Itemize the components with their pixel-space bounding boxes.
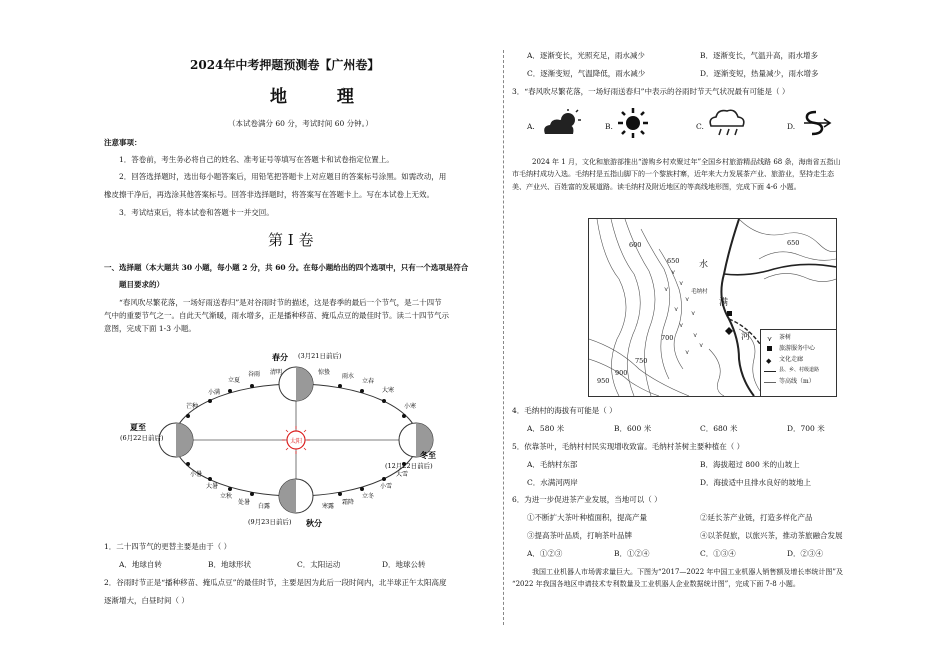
contour-line-icon (764, 382, 776, 383)
term-label: 小寒 (404, 403, 417, 410)
legend-item: 县、乡、村级道路 (779, 367, 820, 373)
q3-stem: 3．“春风吹尽繁花落，一场好雨送春归”中表示的谷雨时节天气状况最有可能是（ ） (512, 87, 790, 96)
legend-item: 文化走廊 (779, 356, 804, 363)
q6-option-c[interactable]: C．①③④ (700, 549, 736, 558)
robot-passage (512, 566, 937, 591)
section-instructions: 题目要求的） (119, 280, 164, 289)
tourist-center-icon (767, 346, 772, 351)
map-legend (760, 329, 836, 396)
svg-text:⋎: ⋎ (664, 286, 669, 293)
term-label: 清明 (270, 369, 283, 376)
contour-label: 950 (597, 377, 610, 385)
q3-option-d[interactable]: D. (787, 122, 796, 131)
q6-item: ③提高茶叶品质，打响茶叶品牌 (527, 531, 632, 540)
sun-label: 太阳 (290, 438, 303, 445)
q2-stem: 2．谷雨时节正是“播种移苗、掩瓜点豆”的最佳时节，主要是因为此后一段时间内，北半球正午太阳高度 (104, 578, 447, 587)
river-char: 满 (719, 298, 729, 308)
contour-label: 650 (787, 239, 800, 247)
road-line-icon (764, 371, 776, 372)
term-label: 白露 (258, 503, 271, 510)
river-char: 水 (699, 260, 709, 270)
q4-option-b[interactable]: B．600 米 (614, 424, 652, 433)
spring-date: (3月21日前后) (298, 352, 342, 360)
q1-option-a[interactable]: A．地球自转 (119, 560, 162, 569)
q5-option-b[interactable]: B．海拔超过 800 米的山坡上 (700, 460, 800, 469)
q2-option-d[interactable]: D．逐渐变短，热量减少，雨水增多 (700, 69, 819, 78)
q4-option-d[interactable]: D．700 米 (787, 424, 825, 433)
q2-option-a[interactable]: A．逐渐变长，光照充足，雨水减少 (527, 51, 645, 60)
autumn-date: (9月23日前后) (248, 518, 292, 526)
svg-text:⋎: ⋎ (674, 306, 679, 313)
notice-item: 橡皮擦干净后，再选涂其他答案标号。回答非选择题时，将答案写在答题卡上。写在本试卷上无效。 (104, 190, 434, 199)
contour-map (588, 218, 837, 397)
contour-label: 900 (615, 369, 628, 377)
passage-line: 意图，完成下面 1-3 小题。 (104, 324, 196, 334)
term-label: 小雪 (380, 483, 393, 490)
section-instructions: 一、选择题（本大题共 30 小题，每小题 2 分，共 60 分。在每小题给出的四个选项中，只有一个选项是符合 (104, 263, 469, 272)
term-label: 芒种 (186, 403, 199, 410)
q6-option-b[interactable]: B．①②④ (614, 549, 650, 558)
svg-text:⋎: ⋎ (685, 296, 690, 303)
q2-option-c[interactable]: C．逐渐变短，气温降低，雨水减少 (527, 69, 646, 78)
svg-text:⋎: ⋎ (699, 342, 704, 349)
contour-label: 700 (661, 334, 674, 342)
tea-tree-icon: ⋎ (767, 335, 773, 343)
column-divider (503, 50, 504, 625)
rain-cloud-icon (707, 106, 747, 140)
term-label: 小暑 (190, 471, 203, 478)
svg-text:⋎: ⋎ (679, 322, 684, 329)
notice-item: 1．答卷前，考生务必将自己的姓名、准考证号等填写在答题卡和试卷指定位置上。 (119, 155, 394, 164)
summer-label: 夏至 (130, 422, 146, 432)
diamond-icon: ◆ (766, 357, 772, 365)
q6-option-d[interactable]: D．②③④ (787, 549, 824, 558)
q1-option-c[interactable]: C．太阳运动 (297, 560, 341, 569)
village-label: 毛纳村 (691, 289, 708, 295)
winter-label: 冬至 (420, 450, 436, 460)
term-label: 大寒 (382, 387, 395, 394)
culture-corridor-marker (725, 327, 733, 335)
exam-title: 2024年中考押题预测卷【广州卷】 (190, 58, 380, 72)
term-label: 立秋 (220, 493, 233, 500)
passage-line: “2022 年我国各地区申请技术专利数量及工业机器人企业数据统计图”，完成下面 7-8 小题。 (512, 580, 800, 589)
passage-line: 2024 年 1 月，文化和旅游部推出“游购乡村欢聚过年”全国乡村旅游精品线路 68 条，海南省五指山 (532, 158, 841, 166)
q1-stem: 1．二十四节气的更替主要是由于（ ） (104, 542, 232, 551)
q5-option-d[interactable]: D．海拔适中且排水良好的坡地上 (700, 478, 812, 487)
q4-stem: 4．毛纳村的海拔有可能是（ ） (512, 406, 617, 415)
q5-option-c[interactable]: C．水满河两岸 (527, 478, 578, 487)
q6-item: ①不断扩大茶叶种植面积，提高产量 (527, 513, 647, 522)
term-label: 雨水 (342, 373, 355, 380)
earth-autumn (279, 479, 313, 513)
svg-text:⋎: ⋎ (691, 310, 696, 317)
wind-icon (798, 108, 832, 138)
q4-option-a[interactable]: A．580 米 (527, 424, 565, 433)
exam-info: （本试卷满分 60 分，考试时间 60 分钟。） (228, 119, 373, 128)
subject-title: 地 理 (270, 87, 376, 107)
term-label: 寒露 (322, 503, 335, 510)
term-label: 处暑 (238, 499, 251, 506)
legend-item: 茶树 (779, 334, 792, 341)
intro-passage (104, 296, 494, 335)
q6-stem: 6．为进一步促进茶产业发展，当地可以（ ） (512, 495, 662, 504)
q6-item: ④以茶促旅，以旅兴茶，推动茶旅融合发展 (700, 531, 843, 540)
q1-option-d[interactable]: D．地球公转 (382, 560, 426, 569)
contour-label: 650 (667, 257, 680, 265)
svg-text:⋎: ⋎ (671, 269, 676, 276)
q6-option-a[interactable]: A．①②③ (527, 549, 563, 558)
autumn-label: 秋分 (306, 518, 322, 528)
q5-stem: 5．依靠茶叶，毛纳村村民实现增收致富。毛纳村茶树主要种植在（ ） (512, 442, 745, 451)
q3-option-c[interactable]: C. (696, 122, 704, 131)
contour-label: 750 (635, 357, 648, 365)
term-labels-top-right (318, 368, 416, 410)
q6-item: ②延长茶产业链，打造多样化产品 (700, 513, 813, 522)
legend-item: 旅游服务中心 (779, 345, 816, 352)
term-label: 小满 (208, 389, 221, 396)
contour-label: 600 (629, 241, 642, 249)
notice-item: 2．回答选择题时，选出每小题答案后，用铅笔把答题卡上对应题目的答案标号涂黑。如需改动，用 (119, 172, 447, 181)
term-label: 立冬 (362, 493, 375, 500)
tourist-center-marker (727, 311, 732, 316)
section-title: 第 I 卷 (268, 231, 314, 249)
passage-line: 我国工业机器人市场需求量巨大。下图为“2017—2022 年中国工业机器人销售额及增长率统计图”及 (532, 568, 844, 576)
q4-option-c[interactable]: C．680 米 (700, 424, 738, 433)
term-label: 惊蛰 (318, 369, 331, 376)
summer-date: (6月22日前后) (120, 434, 164, 442)
term-label: 立春 (362, 378, 375, 385)
q2-option-b[interactable]: B．逐渐变长，气温升高，雨水增多 (700, 51, 819, 60)
q3-option-a[interactable]: A. (527, 122, 535, 131)
solar-terms-diagram (120, 348, 440, 530)
term-labels-bottom-right (322, 470, 408, 510)
passage-line: 美、产业兴、百姓富的发展道路。读毛纳村及附近地区的等高线地形图，完成下面 4-6 小题。 (512, 182, 801, 191)
notice-item: 3．考试结束后，将本试卷和答题卡一并交回。 (119, 208, 274, 217)
term-label: 大暑 (206, 483, 219, 490)
winter-date: (12月22日前后) (385, 462, 433, 470)
river-char: 河 (741, 332, 751, 342)
earth-summer (159, 423, 193, 457)
passage-line: “春风吹尽繁花落，一场好雨送春归”是对谷雨时节的描述，这是春季的最后一个节气，是二十四节 (119, 298, 442, 307)
q1-option-b[interactable]: B．地球形状 (208, 560, 252, 569)
term-label: 谷雨 (248, 371, 261, 378)
notice-heading: 注意事项： (104, 138, 142, 147)
sunny-icon (616, 106, 650, 140)
term-labels-top-left (186, 368, 282, 410)
tea-village-passage (512, 156, 937, 193)
term-label: 霜降 (342, 499, 355, 506)
term-label: 立夏 (228, 377, 241, 384)
svg-text:⋎: ⋎ (693, 332, 698, 339)
earth-spring (279, 367, 313, 401)
spring-label: 春分 (272, 352, 288, 362)
legend-item: 等高线（m） (779, 378, 815, 385)
term-label: 大雪 (396, 471, 409, 478)
q3-option-b[interactable]: B. (605, 122, 613, 131)
sun-behind-cloud-icon (540, 108, 584, 138)
q5-option-a[interactable]: A．毛纳村东部 (527, 460, 578, 469)
q2-stem-cont: 逐渐增大，白昼时间（ ） (104, 596, 189, 605)
passage-line: 市毛纳村成功入选。毛纳村是五指山脚下的一个黎族村寨，近年来大力发展茶产业、旅游业，坚持走生态 (512, 170, 834, 179)
svg-text:⋎: ⋎ (679, 280, 684, 287)
passage-line: 气中的重要节气之一。自此天气渐暖，雨水增多，正是播种移苗、掩瓜点豆的最佳时节。读二十四节气示 (104, 311, 449, 321)
svg-text:⋎: ⋎ (685, 349, 690, 356)
